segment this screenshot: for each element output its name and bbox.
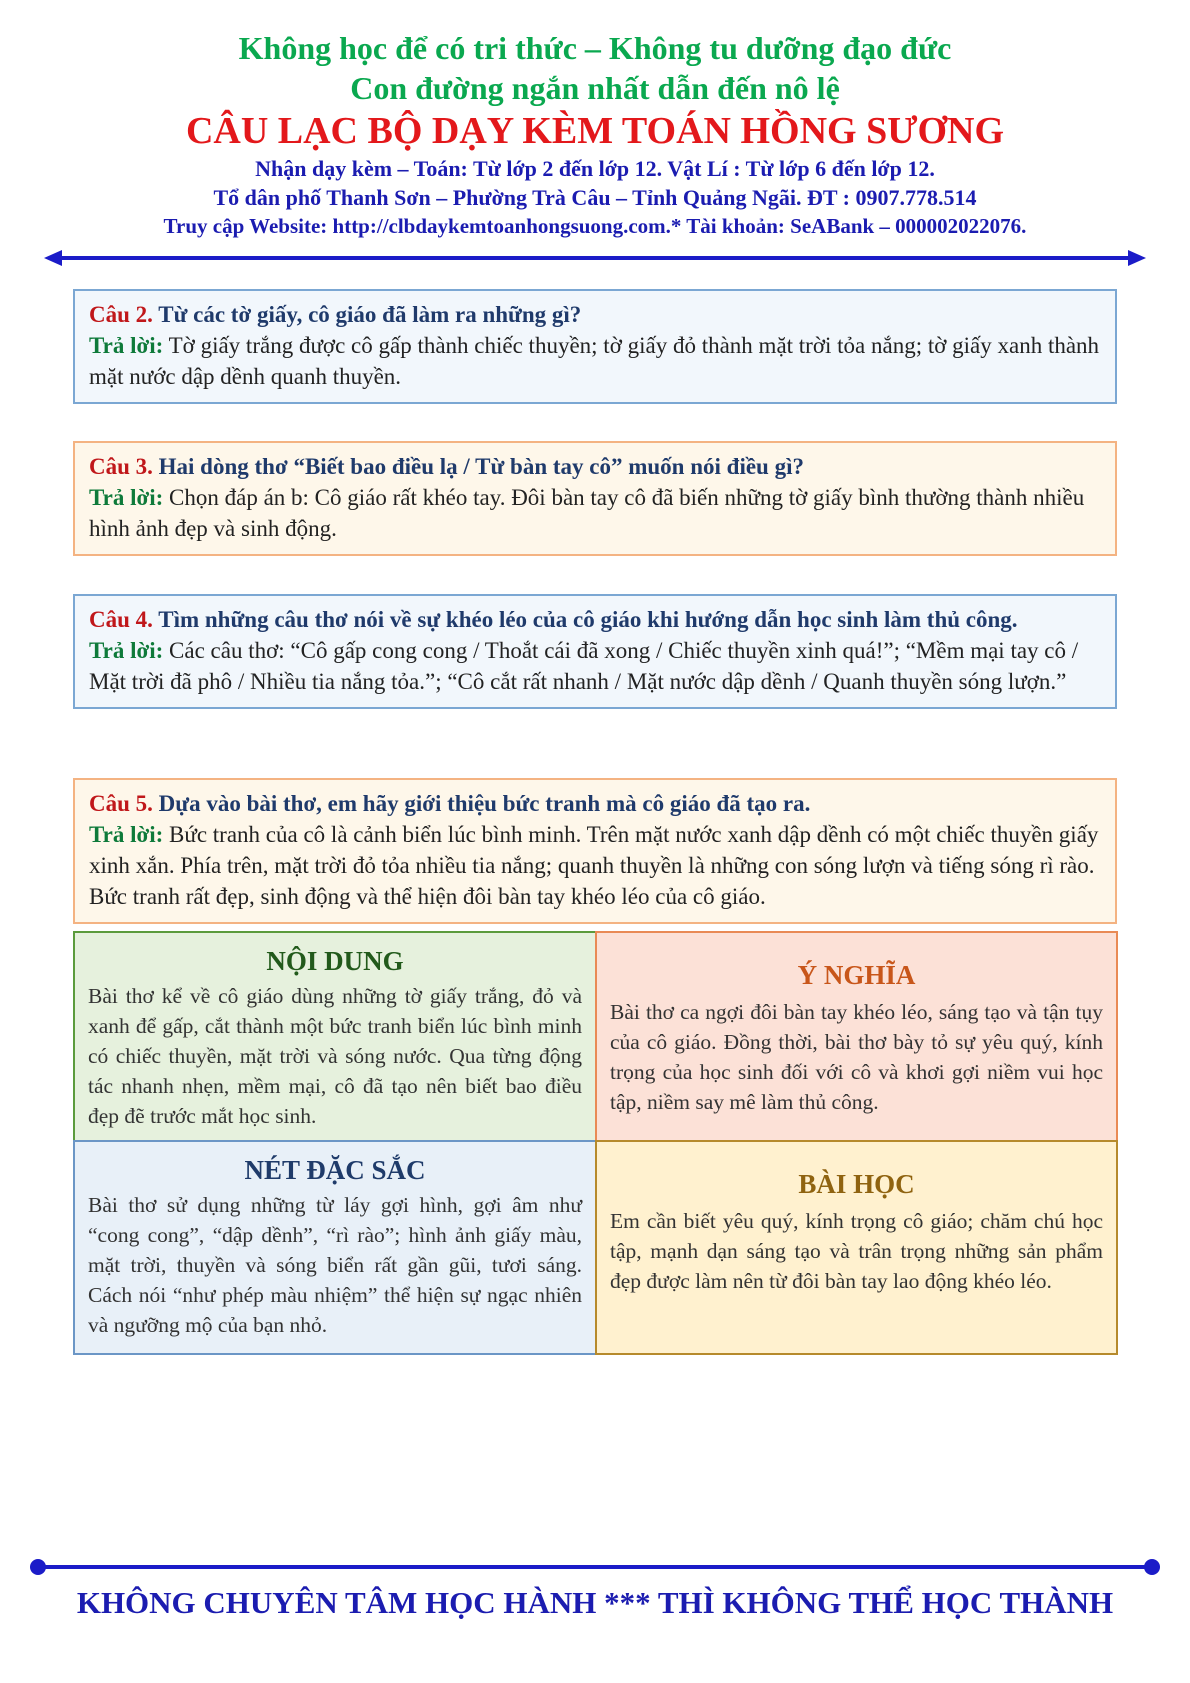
footer-divider bbox=[30, 1558, 1160, 1576]
answer-label: Trả lời: bbox=[89, 822, 164, 847]
divider-line bbox=[38, 1565, 1152, 1569]
summary-title: NÉT ĐẶC SẮC bbox=[244, 1155, 426, 1185]
answer-line bbox=[89, 330, 1101, 392]
summary-text: Bài thơ ca ngợi đôi bàn tay khéo léo, sáng tạo và tận tụy của cô giáo. Đồng thời, bài thơ bày tỏ sự yêu quý, kính trọng của học sinh đối với cô và khơi gợi niềm vui học tập, niềm say mê làm thủ công. bbox=[610, 1000, 1103, 1114]
summary-grid bbox=[73, 931, 1118, 1355]
question-number: Câu 5. bbox=[89, 791, 153, 816]
answer-line bbox=[89, 819, 1101, 912]
answer-text: Tờ giấy trắng được cô gấp thành chiếc thuyền; tờ giấy đỏ thành mặt trời tỏa nắng; tờ giấy xanh thành mặt nước dập dềnh quanh thuyền. bbox=[89, 333, 1100, 389]
header-divider-arrow bbox=[44, 250, 1146, 266]
question-line bbox=[89, 788, 1101, 819]
answer-label: Trả lời: bbox=[89, 333, 164, 358]
header-motto-line-1: Không học để có tri thức – Không tu dưỡng đạo đức bbox=[238, 30, 952, 66]
question-text: Dựa vào bài thơ, em hãy giới thiệu bức tranh mà cô giáo đã tạo ra. bbox=[158, 791, 811, 816]
header-info-address: Tổ dân phố Thanh Sơn – Phường Trà Câu – Tỉnh Quảng Ngãi. ĐT : 0907.778.514 bbox=[213, 185, 977, 210]
summary-noi-dung bbox=[73, 931, 597, 1142]
footer-slogan: KHÔNG CHUYÊN TÂM HỌC HÀNH *** THÌ KHÔNG THỂ HỌC THÀNH bbox=[76, 1585, 1114, 1620]
answer-label: Trả lời: bbox=[89, 638, 164, 663]
question-number: Câu 4. bbox=[89, 607, 153, 632]
question-text: Tìm những câu thơ nói về sự khéo léo của cô giáo khi hướng dẫn học sinh làm thủ công. bbox=[158, 607, 1018, 632]
header-motto-line-2: Con đường ngắn nhất dẫn đến nô lệ bbox=[350, 70, 840, 106]
summary-title: Ý NGHĨA bbox=[797, 960, 916, 990]
summary-title: BÀI HỌC bbox=[798, 1169, 915, 1199]
club-name: CÂU LẠC BỘ DẠY KÈM TOÁN HỒNG SƯƠNG bbox=[185, 110, 1005, 152]
summary-text: Em cần biết yêu quý, kính trọng cô giáo; chăm chú học tập, mạnh dạn sáng tạo và trân trọng những sản phẩm đẹp được làm nên từ đôi bàn tay lao động khéo léo. bbox=[610, 1209, 1103, 1293]
header-info-subjects: Nhận dạy kèm – Toán: Từ lớp 2 đến lớp 12. Vật Lí : Từ lớp 6 đến lớp 12. bbox=[255, 156, 935, 181]
question-line bbox=[89, 451, 1101, 482]
summary-net-dac-sac bbox=[73, 1140, 597, 1355]
divider-line bbox=[58, 256, 1132, 260]
summary-title: NỘI DUNG bbox=[266, 946, 404, 976]
summary-bai-hoc bbox=[595, 1140, 1118, 1355]
question-text: Từ các tờ giấy, cô giáo đã làm ra những gì? bbox=[158, 302, 582, 327]
summary-text: Bài thơ kể về cô giáo dùng những tờ giấy trắng, đỏ và xanh để gấp, cắt thành một bức tranh biển lúc bình minh có chiếc thuyền, mặt trời và sóng nước. Qua từng động tác nhanh nhẹn, mềm mại, cô đã tạo nên biết bao điều đẹp đẽ trước mắt học sinh. bbox=[88, 984, 582, 1128]
question-box-3 bbox=[73, 441, 1117, 556]
question-number: Câu 2. bbox=[89, 302, 153, 327]
question-number: Câu 3. bbox=[89, 454, 153, 479]
header-info-website: Truy cập Website: http://clbdaykemtoanhongsuong.com.* Tài khoản: SeABank – 000002022076. bbox=[163, 214, 1027, 238]
question-text: Hai dòng thơ “Biết bao điều lạ / Từ bàn tay cô” muốn nói điều gì? bbox=[158, 454, 804, 479]
arrow-right-icon bbox=[1128, 250, 1146, 266]
question-box-5 bbox=[73, 778, 1117, 924]
answer-line bbox=[89, 482, 1101, 544]
dot-icon bbox=[1144, 1559, 1160, 1575]
answer-text: Các câu thơ: “Cô gấp cong cong / Thoắt cái đã xong / Chiếc thuyền xinh quá!”; “Mềm mại tay cô / Mặt trời đã phô / Nhiều tia nắng tỏa.”; “Cô cắt rất nhanh / Mặt nước dập dềnh / Quanh thuyền sóng lượn.” bbox=[89, 638, 1079, 694]
summary-y-nghia bbox=[595, 931, 1118, 1142]
answer-text: Bức tranh của cô là cảnh biển lúc bình minh. Trên mặt nước xanh dập dềnh có một chiếc thuyền giấy xinh xắn. Phía trên, mặt trời đỏ tỏa nhiều tia nắng; quanh thuyền là những con sóng lượn và tiếng sóng rì rào. Bức tranh rất đẹp, sinh động và thể hiện đôi bàn tay khéo léo của cô giáo. bbox=[89, 822, 1099, 909]
answer-text: Chọn đáp án b: Cô giáo rất khéo tay. Đôi bàn tay cô đã biến những tờ giấy bình thường thành nhiều hình ảnh đẹp và sinh động. bbox=[89, 485, 1085, 541]
page-header bbox=[0, 28, 1190, 240]
question-box-2 bbox=[73, 289, 1117, 404]
answer-label: Trả lời: bbox=[89, 485, 164, 510]
question-line bbox=[89, 604, 1101, 635]
summary-text: Bài thơ sử dụng những từ láy gợi hình, gợi âm như “cong cong”, “dập dềnh”, “rì rào”; hình ảnh giấy màu, mặt trời, thuyền và sóng biển rất gần gũi, tươi sáng. Cách nói “như phép màu nhiệm” thể hiện sự ngạc nhiên và ngưỡng mộ của bạn nhỏ. bbox=[88, 1193, 582, 1337]
question-line bbox=[89, 299, 1101, 330]
question-box-4 bbox=[73, 594, 1117, 709]
answer-line bbox=[89, 635, 1101, 697]
